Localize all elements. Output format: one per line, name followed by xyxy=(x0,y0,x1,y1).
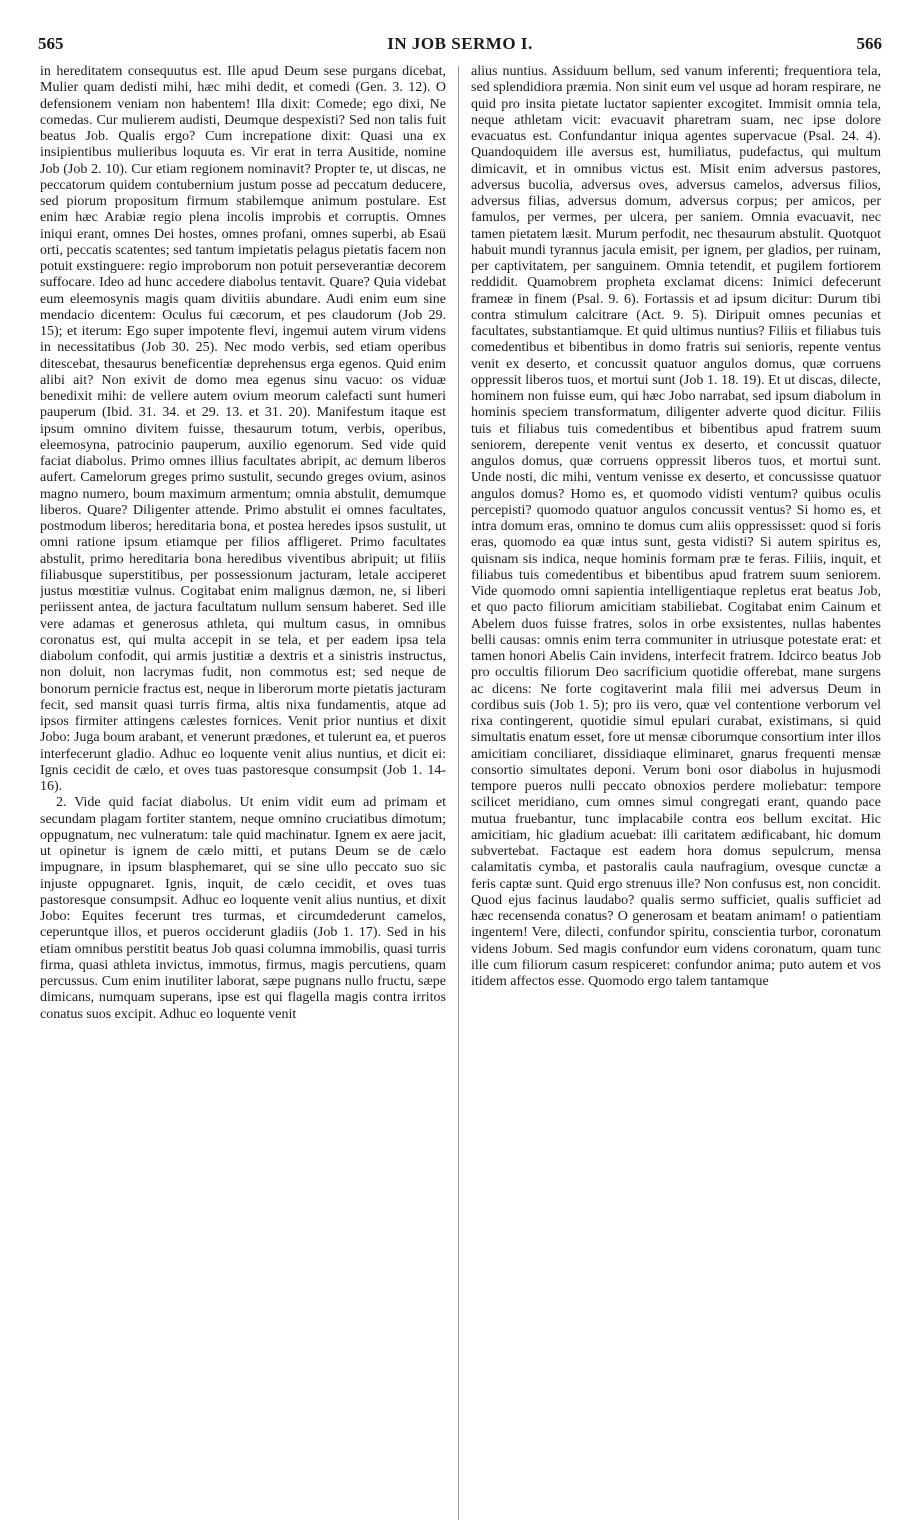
paragraph: in hereditatem consequutus est. Ille apud Deum sese purgans dicebat, Mulier quam dedisti mihi, hæc mihi dedit, et comedi (Gen. 3. 12). O defensionem veniam non habentem! Illa dixit: Comede; ego dixi, Ne comedas. Cur mulierem audisti, Deumque despexisti? Sed non talis fuit beatus Job. Qualis ergo? Cum increpatione dixit: Quasi una ex insipientibus mulieribus loquuta es. Vir erat in terra Ausitide, nomine Job (Job 2. 10). Cur etiam regionem nominavit? Propter te, ut discas, ne peccatorum quidem contubernium justum posse ad peccatum deducere, sed piorum propositum firmum stabilemque animum postulare. Est enim hæc Arabiæ regio plena incolis improbis et corruptis. Omnes iniqui erant, omnes Dei hostes, omnes profani, omnes superbi, ab Esaü orti, peccatis scatentes; sed tantum impietatis pelagus pietatis facem non potuit exstinguere: regio improborum non potuit perseverantiæ decorem suffocare. Ideo ad hunc accedere diabolus tentavit. Quare? Quia videbat eum eleemosynis magis quam divitiis abundare. Audi enim eum sine mendacio dicentem: Oculus fui cæcorum, et pes claudorum (Job 29. 15); et iterum: Ego super impotente flevi, ingemui autem virum videns in necessitatibus (Job 30. 25). Nec modo verbis, sed etiam operibus ditescebat, thesaurus beneficentiæ deprehensus erga egenos. Quid enim alibi ait? Non exivit de domo mea egenus sinu vacuo: os viduæ benedixit mihi: de vellere autem ovium meorum calefacti sunt humeri pauperum (Ibid. 31. 34. et 29. 13. et 31. 20). Manifestum itaque est ipsum omnino divitem fuisse, thesaurum totum, verbis, operibus, eleemosyna, patrocinio pauperum, auxilio egenorum. Sed vide quid faciat diabolus. Primo omnes illius facultates abripit, ac demum liberos aufert. Camelorum greges primo sustulit, secundo greges ovium, asinos magno numero, boum maximum armentum; omnia abstulit, demumque liberos. Quare? Diligenter attende. Primo abstulit ei omnes facultates, postmodum liberos; hereditaria bona, et postea heredes ipsos sustulit, ut omni ratione ipsum etiamque per filios affligeret. Primo facultates abstulit, primo hereditaria bona heredibus viventibus abripuit; ut filiis filiabusque superstitibus, per possessionum jacturam, letale acciperet justus mœstitiæ vulnus. Cogitabat enim malignus dæmon, ne, si liberi periissent antea, de jactura facultatum nullum sensum haberet. Sed ille vere adamas et generosus athleta, qui multum casus, in omnibus coronatus est, qui multa accepit in se tela, et per eadem ipsa tela diabolum confodit, qui armis justitiæ a dextris et a sinistris instructus, non doluit, non lacrymas fudit, non commotus est; sed neque de bonorum pernicie fractus est, neque in liberorum morte pietatis jacturam fecit, sed mansit quasi turris firma, altis nixa fundamentis, atque ad ipsos firmiter attingens cælestes fornices. Venit prior nuntius et dixit Jobo: Juga boum arabant, et venerunt prædones, et tulerunt ea, et pueros interfecerunt gladio. Adhuc eo loquente venit alius nuntius, et dicit ei: Ignis cecidit de cælo, et oves tuas pastoresque consumpsit (Job 1. 14-16). xyxy=(40,64,446,794)
right-column xyxy=(471,64,881,1522)
page-number-right: 566 xyxy=(856,34,882,53)
column-divider xyxy=(458,66,459,1520)
paragraph-2: 2. Vide quid faciat diabolus. Ut enim vidit eum ad primam et secundam plagam fortiter stantem, neque omnino cruciatibus dimotum; oppugnatum, nec vulneratum: tale quid machinatur. Ignem ex aere jacit, ut opinetur is ignem de cælo mitti, et putans Deum se de cælo impugnare, in ipsum blasphemaret, qui se sine ullo peccato suo sic injuste oppugnaret. Ignis, inquit, de cælo cecidit, et oves tuas pastoresque consumpsit. Adhuc eo loquente venit alius nuntius, et dixit Jobo: Equites fecerunt tres turmas, et circumdederunt camelos, ceperuntque illos, et pueros occiderunt gladiis (Job 1. 17). Sed in his etiam omnibus perstitit beatus Job quasi columna immobilis, quasi turris firma, quasi athleta invictus, immotus, firmus, magis percutiens, quam percussus. Cum enim inutiliter laborat, sæpe pugnans nullo fructu, sæpe dimicans, numquam superans, ipse est qui flagella magis contra irritos conatus suos excipit. Adhuc eo loquente venit xyxy=(40,795,446,1022)
running-title: IN JOB SERMO I. xyxy=(387,34,533,53)
left-column xyxy=(40,64,446,1522)
running-header xyxy=(38,34,882,62)
page-number-left: 565 xyxy=(38,34,64,53)
paragraph: alius nuntius. Assiduum bellum, sed vanum inferenti; frequentiora tela, sed splendidiora præmia. Non sinit eum vel usque ad horam respirare, ne quid pro insita pietate luctator sapienter excogitet. Immisit omnia tela, neque athletam vicit: evacuavit pharetram suam, nec ipse dolore evacuatus est. Confundantur iniqua agentes supervacue (Psal. 24. 4). Quandoquidem ille aversus est, humiliatus, pudefactus, qui multum dimicavit, et in omnibus victus est. Misit enim adversus pastores, adversus bucolia, adversus oves, adversus camelos, adversus filios, adversus filias, adversus domum, adversus corpus; per amicos, per famulos, per vermes, per ulcera, per saniem. Omnia evacuavit, nec tamen pietatem læsit. Murum perfodit, nec thesaurum abstulit. Quotquot habuit mundi tyrannus jacula emisit, per ignem, per gladios, per ruinam, per captivitatem, per sanguinem. Omnia tetendit, et pugilem fortiorem reddidit. Quamobrem propheta exclamat dicens: Inimici defecerunt frameæ in finem (Psal. 9. 6). Fortassis et ad ipsum dicitur: Durum tibi contra stimulum calcitrare (Act. 9. 5). Diripuit omnes pecunias et facultates, substantiamque. Et quid ultimus nuntius? Filiis et filiabus tuis comedentibus et bibentibus in domo fratris sui senioris, repente ventus venit ex deserto, et concussit quatuor angulos domus, quæ corruens oppressit liberos tuos, et mortui sunt (Job 1. 18. 19). Et ut discas, dilecte, hominem non fuisse eum, qui hæc Jobo narrabat, sed ipsum diabolum in hominis speciem transformatum, diligenter adverte quod dicitur. Filiis tuis et filiabus tuis comedentibus et bibentibus apud fratrem suum seniorem, derepente venit ventus ex deserto, et concussit quatuor angulos domus, quæ corruens oppressit liberos tuos, et mortui sunt. Unde nosti, dic mihi, ventum venisse ex deserto, et concussisse quatuor angulos domus? Homo es, et quomodo vidisti ventum? quibus oculis percepisti? quomodo quatuor angulos concussit ventus? Si homo es, et intra domum eras, omnino te domus cum aliis oppressisset: quod si foris eras, quomodo ea quæ intus sunt, gesta vidisti? Si autem spiritus es, quisnam sis indica, neque hominis formam præ te feras. Filiis, inquit, et filiabus tuis comedentibus et bibentibus apud fratrem suum seniorem. Vide quomodo omni sapientia intelligentiaque repletus erat beatus Job, et quo pacto filiorum amicitiam stabiliebat. Cogitabat enim Cainum et Abelem duos fuisse fratres, solos in orbe exsistentes, nullas habentes belli causas: omnis enim terra communiter in utriusque potestate erat: et tamen honori Abelis Cain invidens, interfecit fratrem. Idcirco beatus Job pro occultis filiorum Deo sacrificium quotidie offerebat, mane surgens ac dicens: Ne forte cogitaverint mala filii mei adversus Deum in cordibus suis (Job 1. 5); pro iis vero, quæ vel contentione verborum vel rixa contingerent, quotidie simul epulari curabat, existimans, si quid simultatis enatum esset, fore ut mensæ ciborumque consortium inter illos amicitiam conciliaret, dissidiaque eliminaret, gnarus frequenti mensæ consortio simultates deponi. Verum boni osor diabolus in hujusmodi tempore pueros nulli peccato obnoxios perdere moliebatur: tempore scilicet meridiano, cum omnes simul congregati erant, quando pace mutua fruebantur, tunc implacabile contra eos bellum excitat. Hic amicitiam, hic gladium acuebat: illi caritatem ædificabant, hic domum subvertebat. Factaque est eadem hora domus sepulcrum, mensa calamitatis cymba, et pastoralis caula naufragium, ovesque cunctæ a feris captæ sunt. Quid ergo strenuus ille? Non confusus est, non concidit. Quod ejus facinus laudabo? qualis sermo sufficiet, qualis sufficiet ad hæc recensenda conatus? O generosam et beatam animam! o patientiam ingentem! Vere, dilecti, confundor spiritu, conscientia turbor, coronatum videns Jobum. Sed magis confundor eum videns coronatum, quam tunc ille cum filiorum casum respiceret: confundor anima; puto autem et vos itidem affectos esse. Quomodo ergo talem tantamque xyxy=(471,64,881,989)
